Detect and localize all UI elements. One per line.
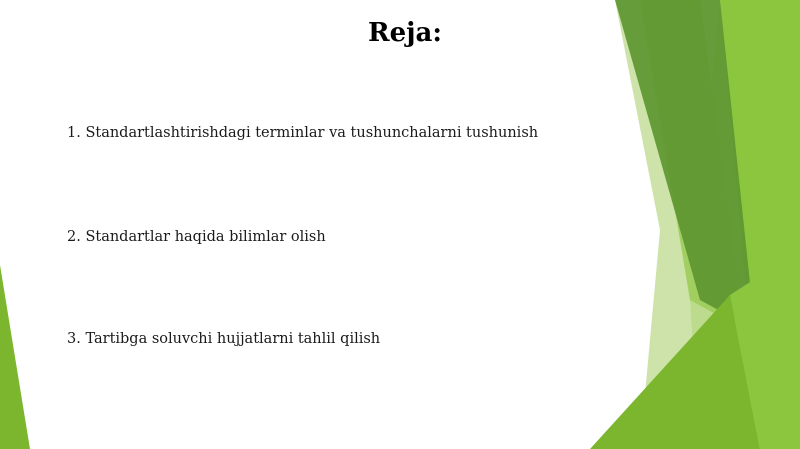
- plan-item-1: 1. Standartlashtirishdagi terminlar va tushunchalarni tushunish: [67, 125, 539, 141]
- plan-item-3: 3. Tartibga soluvchi hujjatlarni tahlil qilish: [67, 331, 381, 347]
- plan-item-2: 2. Standartlar haqida bilimlar olish: [67, 229, 326, 245]
- slide-title: Reja:: [367, 18, 442, 48]
- left-green-sliver: [0, 265, 30, 449]
